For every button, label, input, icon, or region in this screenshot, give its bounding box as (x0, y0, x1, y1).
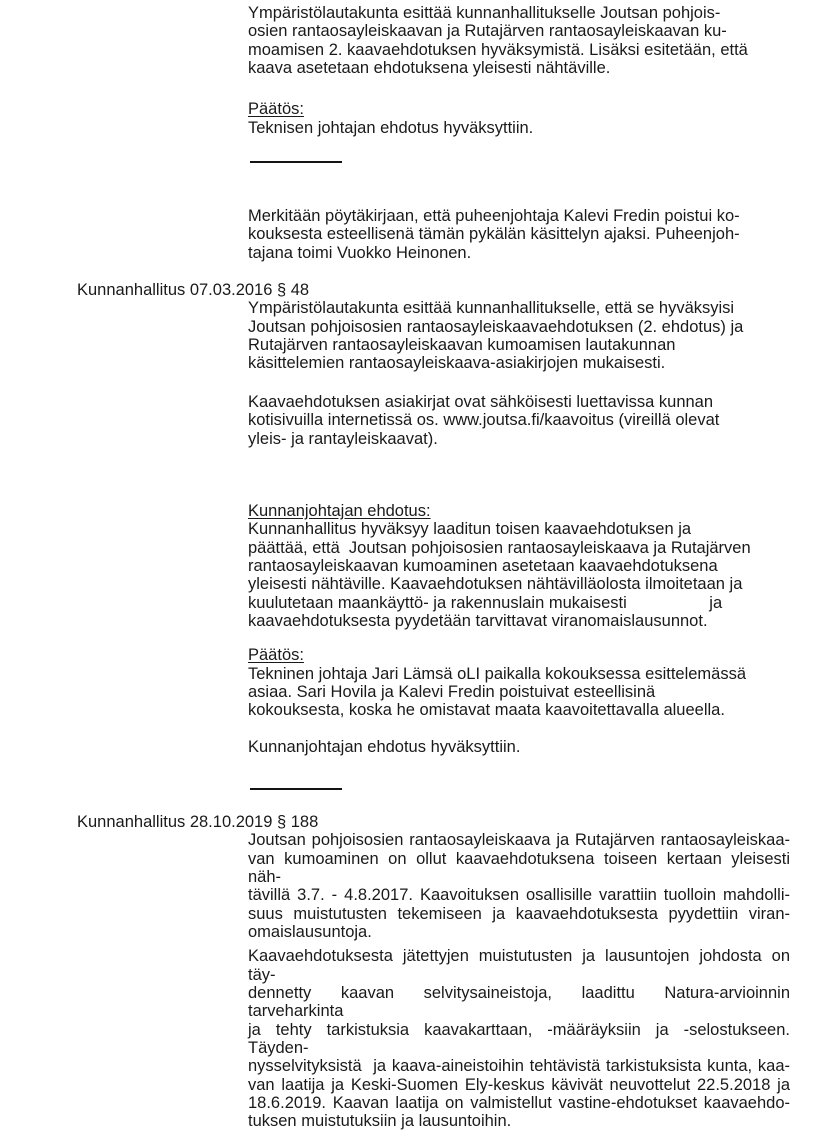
text-line: yleisesti nähtäville. Kaavaehdotuksen nähtävilläolosta ilmoitetaan ja (248, 575, 743, 594)
paragraph-decision-1: Teknisen johtajan ehdotus hyväksyttiin. (248, 118, 534, 137)
text-line: Kunnanhallitus hyväksyy laaditun toisen kaavaehdotuksen ja (248, 520, 692, 539)
section-divider-1 (248, 161, 790, 163)
text-line: Tekninen johtaja Jari Lämsä oLI paikalla kokouksessa esittelemässä (248, 664, 747, 683)
decision-heading-2 (248, 646, 790, 664)
decision-heading-1 (248, 100, 790, 118)
mayor-proposal-heading-text: Kunnanjohtajan ehdotus: (248, 501, 431, 520)
mayor-proposal-heading (248, 502, 790, 520)
text-line: Joutsan pohjoisosien rantaosayleiskaava ja Rutajärven rantaosayleiskaa- (248, 831, 790, 850)
text-line: kaava asetetaan ehdotuksena yleisesti nähtäville. (248, 59, 611, 78)
text-line: Ympäristölautakunta esittää kunnanhallitukselle, että se hyväksyisi (248, 299, 735, 318)
text-line: ja tehty tarkistuksia kaavakarttaan, -määräyksiin ja -selostukseen. Täyden- (248, 1020, 795, 1058)
text-line: rantaosayleiskaavan kumoaminen asetetaan kaavaehdotuksena (248, 556, 718, 575)
text-line: tajana toimi Vuokko Heinonen. (248, 243, 472, 262)
text-line: moamisen 2. kaavaehdotuksen hyväksymistä. Lisäksi esitetään, että (248, 40, 748, 59)
text-line: van laatija ja Keski-Suomen Ely-keskus kävivät neuvottelut 22.5.2018 ja (248, 1075, 790, 1094)
text-line: Kaavaehdotuksesta jätettyjen muistutusten ja lausuntojen johdosta on täy- (248, 947, 795, 984)
section-divider-2 (248, 788, 790, 790)
paragraph-decision-2 (248, 665, 790, 720)
section-label-2016: Kunnanhallitus 07.03.2016 § 48 (77, 281, 310, 300)
decision-heading-1-text: Päätös: (248, 100, 304, 119)
text-line: dennetty kaavan selvitysaineistoja, laadittu Natura-arvioinnin tarveharkinta (248, 984, 795, 1021)
text-line: päättää, että Joutsan pohjoisosien rantaosayleiskaava ja Rutajärven (248, 538, 751, 557)
text-line: Merkitään pöytäkirjaan, että puheenjohtaja Kalevi Fredin poistui ko- (248, 207, 740, 226)
text-line: suus muistutusten tekemiseen ja kaavaehdotuksesta pyydettiin viran- (248, 904, 790, 923)
text-line: osien rantaosayleiskaavan ja Rutajärven rantaosayleiskaavan ku- (248, 22, 727, 41)
text-line: Rutajärven rantaosayleiskaavan kumoamisen lautakunnan (248, 336, 676, 355)
paragraph-documents-online (248, 393, 790, 448)
text-line: nysselvityksistä ja kaava-aineistoihin tehtävistä tarkistuksista kunta, kaa- (248, 1057, 790, 1076)
text-line: kuulutetaan maankäyttö- ja rakennuslain mukaisesti ja (248, 593, 723, 612)
text-line: Ympäristölautakunta esittää kunnanhallitukselle Joutsan pohjois- (248, 4, 721, 22)
text-line: Joutsan pohjoisosien rantaosayleiskaavaehdotuksen (2. ehdotus) ja (248, 317, 744, 336)
divider-line-icon (250, 161, 342, 163)
divider-line-icon (250, 788, 342, 790)
paragraph-revisions-negotiations (248, 947, 795, 1131)
text-line: käsittelemien rantaosayleiskaava-asiakirjojen mukaisesti. (248, 354, 666, 373)
text-line: tävillä 3.7. - 4.8.2017. Kaavoituksen osallisille varattiin tuolloin mahdolli- (248, 886, 790, 905)
paragraph-chairman-note (248, 207, 790, 262)
text-line: kaavaehdotuksesta pyydetään tarvittavat viranomaislausunnot. (248, 611, 708, 630)
paragraph-mayor-proposal (248, 520, 790, 630)
section-label-2019: Kunnanhallitus 28.10.2019 § 188 (77, 812, 319, 831)
text-line: van kumoaminen on ollut kaavaehdotuksena toiseen kertaan yleisesti näh- (248, 849, 795, 886)
text-line: Kaavaehdotuksen asiakirjat ovat sähköisesti luettavissa kunnan (248, 392, 714, 411)
decision-heading-2-text: Päätös: (248, 646, 304, 665)
text-line: 18.6.2019. Kaavan laatija on valmistellut vastine-ehdotukset kaavaehdo- (248, 1094, 790, 1113)
text-line: asiaa. Sari Hovila ja Kalevi Fredin poistuivat esteellisinä (248, 682, 656, 701)
document-page (0, 4, 816, 1131)
paragraph-public-display (248, 831, 795, 942)
text-line: kotisivuilla internetissä os. www.joutsa.fi/kaavoitus (vireillä olevat (248, 411, 720, 430)
paragraph-board-proposal-2016 (248, 299, 790, 372)
text-line: kokouksesta, koska he omistavat maata kaavoitettavalla alueella. (248, 701, 725, 720)
text-line: tuksen muistutuksiin ja lausuntoihin. (248, 1112, 512, 1131)
text-line: omaislausuntoja. (248, 923, 372, 942)
paragraph-committee-proposal (248, 4, 790, 77)
text-line: kouksesta esteellisenä tämän pykälän käsittelyn ajaksi. Puheenjoh- (248, 225, 740, 244)
text-line: yleis- ja rantayleiskaavat). (248, 429, 438, 448)
paragraph-proposal-approved: Kunnanjohtajan ehdotus hyväksyttiin. (248, 737, 521, 756)
